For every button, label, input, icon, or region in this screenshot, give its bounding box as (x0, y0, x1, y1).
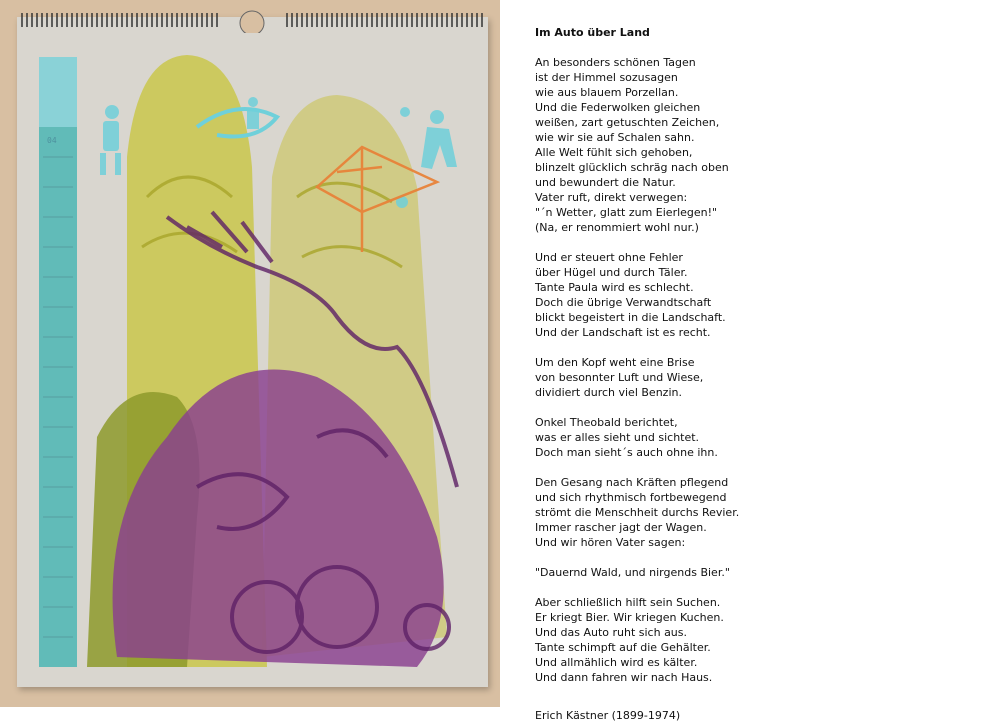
poem-line: und sich rhythmisch fortbewegend (535, 491, 727, 504)
poem-line: Doch man sieht´s auch ohne ihn. (535, 446, 718, 459)
poem-line: Er kriegt Bier. Wir kriegen Kuchen. (535, 611, 724, 624)
poem-line: Vater ruft, direkt verwegen: (535, 191, 688, 204)
poem-line: was er alles sieht und sichtet. (535, 431, 700, 444)
hanger-hole-icon (240, 11, 264, 33)
stanza-7 (535, 595, 975, 685)
poem-line: Tante Paula wird es schlecht. (535, 281, 694, 294)
stanza-4 (535, 415, 975, 460)
poem-line: dividiert durch viel Benzin. (535, 386, 682, 399)
poem-line: Und dann fahren wir nach Haus. (535, 671, 713, 684)
poem-line: Onkel Theobald berichtet, (535, 416, 678, 429)
poem-line: Und allmählich wird es kälter. (535, 656, 698, 669)
poem-line: Immer rascher jagt der Wagen. (535, 521, 707, 534)
spiral-binding (17, 9, 488, 33)
poem-line: Und das Auto ruht sich aus. (535, 626, 688, 639)
poem-line: Und die Federwolken gleichen (535, 101, 701, 114)
poem-line: Aber schließlich hilft sein Suchen. (535, 596, 721, 609)
stanza-5 (535, 475, 975, 550)
stanza-3 (535, 355, 975, 400)
stanza-1 (535, 55, 975, 235)
poem-line: weißen, zart getuschten Zeichen, (535, 116, 720, 129)
poem-line: Und wir hören Vater sagen: (535, 536, 686, 549)
poem-line: Um den Kopf weht eine Brise (535, 356, 695, 369)
poem-author: Erich Kästner (1899-1974) (535, 709, 681, 722)
calendar-month-label: 04 (47, 136, 57, 145)
poem-line: blickt begeistert in die Landschaft. (535, 311, 726, 324)
poem-line: über Hügel und durch Täler. (535, 266, 688, 279)
poem-title: Im Auto über Land (535, 26, 650, 39)
poem-line: Und er steuert ohne Fehler (535, 251, 683, 264)
stanza-2 (535, 250, 975, 340)
poem-line: wie wir sie auf Schalen sahn. (535, 131, 695, 144)
poem-line: blinzelt glücklich schräg nach oben (535, 161, 729, 174)
poem-line: "´n Wetter, glatt zum Eierlegen!" (535, 206, 718, 219)
poem-line: "Dauernd Wald, und nirgends Bier." (535, 566, 730, 579)
poem-line: strömt die Menschheit durchs Revier. (535, 506, 740, 519)
poem-line: Alle Welt fühlt sich gehoben, (535, 146, 693, 159)
poem-line: ist der Himmel sozusagen (535, 71, 678, 84)
poem-panel (535, 25, 975, 723)
stanza-6 (535, 565, 975, 580)
woodcut-artwork (17, 17, 488, 687)
poem-line: (Na, er renommiert wohl nur.) (535, 221, 699, 234)
calendar-sheet (17, 17, 488, 687)
poem-line: An besonders schönen Tagen (535, 56, 696, 69)
poem-line: wie aus blauem Porzellan. (535, 86, 679, 99)
artwork-panel (0, 0, 500, 707)
poem-line: Tante schimpft auf die Gehälter. (535, 641, 711, 654)
poem-line: und bewundert die Natur. (535, 176, 676, 189)
poem-line: Doch die übrige Verwandtschaft (535, 296, 712, 309)
poem-line: Und der Landschaft ist es recht. (535, 326, 711, 339)
poem-line: von besonnter Luft und Wiese, (535, 371, 704, 384)
poem-line: Den Gesang nach Kräften pflegend (535, 476, 729, 489)
